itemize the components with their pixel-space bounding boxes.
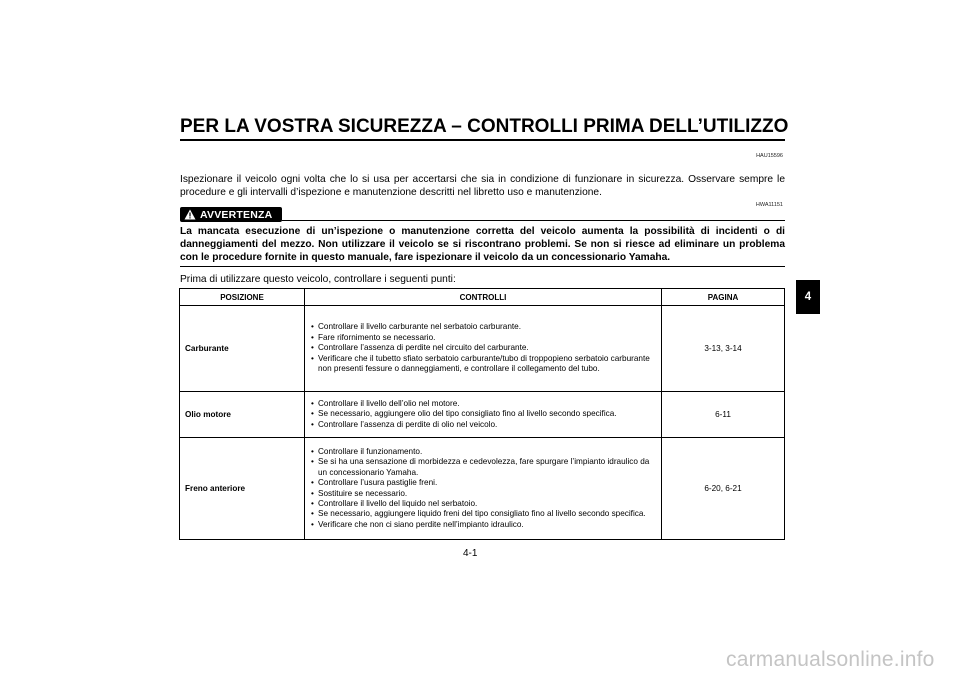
control-item: • Controllare l’usura pastiglie freni. xyxy=(311,478,657,488)
control-item: • Controllare il livello carburante nel serbatoio carburante. xyxy=(311,322,657,332)
pre-table-text: Prima di utilizzare questo veicolo, controllare i seguenti punti: xyxy=(180,274,456,285)
control-item: • Se necessario, aggiungere liquido freni del tipo consigliato fino al livello secondo specifica. xyxy=(311,509,657,519)
control-item: • Sostituire se necessario. xyxy=(311,489,657,499)
page-title: PER LA VOSTRA SICUREZZA – CONTROLLI PRIMA DELL’UTILIZZO xyxy=(180,116,789,137)
row-page: 6-11 xyxy=(662,392,785,438)
warning-triangle-icon xyxy=(184,209,196,220)
warning-badge xyxy=(180,207,282,222)
header-page: PAGINA xyxy=(662,289,785,306)
control-item: • Controllare il funzionamento. xyxy=(311,447,657,457)
control-item: • Controllare il livello dell’olio nel motore. xyxy=(311,399,657,409)
control-item: • Se si ha una sensazione di morbidezza e cedevolezza, fare spurgare l’impianto idraulico da un concessionario Yamaha. xyxy=(311,457,657,478)
inspection-table xyxy=(179,288,785,540)
control-item: • Controllare l’assenza di perdite nel circuito del carburante. xyxy=(311,343,657,353)
row-page: 3-13, 3-14 xyxy=(662,306,785,392)
control-item: • Controllare il livello del liquido nel serbatoio. xyxy=(311,499,657,509)
row-position: Carburante xyxy=(180,306,305,392)
watermark: carmanualsonline.info xyxy=(726,648,935,671)
warning-text: La mancata esecuzione di un’ispezione o manutenzione corretta del veicolo aumenta la possibilità di incidenti o di danneggiamenti del mezzo. Non utilizzare il veicolo se si riscontrano problemi. Se non si riesce ad eliminare un problema con le procedure fornite in questo manuale, fare ispezionare il veicolo da un concessionario Yamaha. xyxy=(180,226,785,263)
row-position: Freno anteriore xyxy=(180,438,305,540)
row-controls xyxy=(305,306,662,392)
warning-end-rule xyxy=(180,266,785,267)
table-row xyxy=(180,392,785,438)
row-controls xyxy=(305,438,662,540)
row-position: Olio motore xyxy=(180,392,305,438)
row-page: 6-20, 6-21 xyxy=(662,438,785,540)
intro-paragraph: Ispezionare il veicolo ogni volta che lo si usa per accertarsi che sia in condizione di funzionare in sicurezza. Osservare sempre le procedure e gli intervalli d’ispezione e manutenzione descritti nel libretto uso e manutenzione. xyxy=(180,174,785,198)
section-code: HAU15596 xyxy=(756,153,783,159)
table-row xyxy=(180,438,785,540)
table-row xyxy=(180,306,785,392)
control-item: • Controllare l’assenza di perdite di olio nel veicolo. xyxy=(311,420,657,430)
control-item: • Fare rifornimento se necessario. xyxy=(311,333,657,343)
title-rule xyxy=(180,139,785,141)
header-controls: CONTROLLI xyxy=(305,289,662,306)
control-item: • Verificare che il tubetto sfiato serbatoio carburante/tubo di troppopieno serbatoio carburante non presenti fessure o danneggiamenti, e controllare il collegamento del tubo. xyxy=(311,354,657,375)
header-position: POSIZIONE xyxy=(180,289,305,306)
page-number: 4-1 xyxy=(463,548,478,559)
table-header-row xyxy=(180,289,785,306)
warning-code: HWA11151 xyxy=(755,202,783,208)
chapter-tab: 4 xyxy=(796,280,820,314)
control-item: • Se necessario, aggiungere olio del tipo consigliato fino al livello secondo specifica. xyxy=(311,409,657,419)
row-controls xyxy=(305,392,662,438)
warning-rule xyxy=(282,220,785,221)
control-item: • Verificare che non ci siano perdite nell’impianto idraulico. xyxy=(311,520,657,530)
warning-label: AVVERTENZA xyxy=(200,208,273,221)
